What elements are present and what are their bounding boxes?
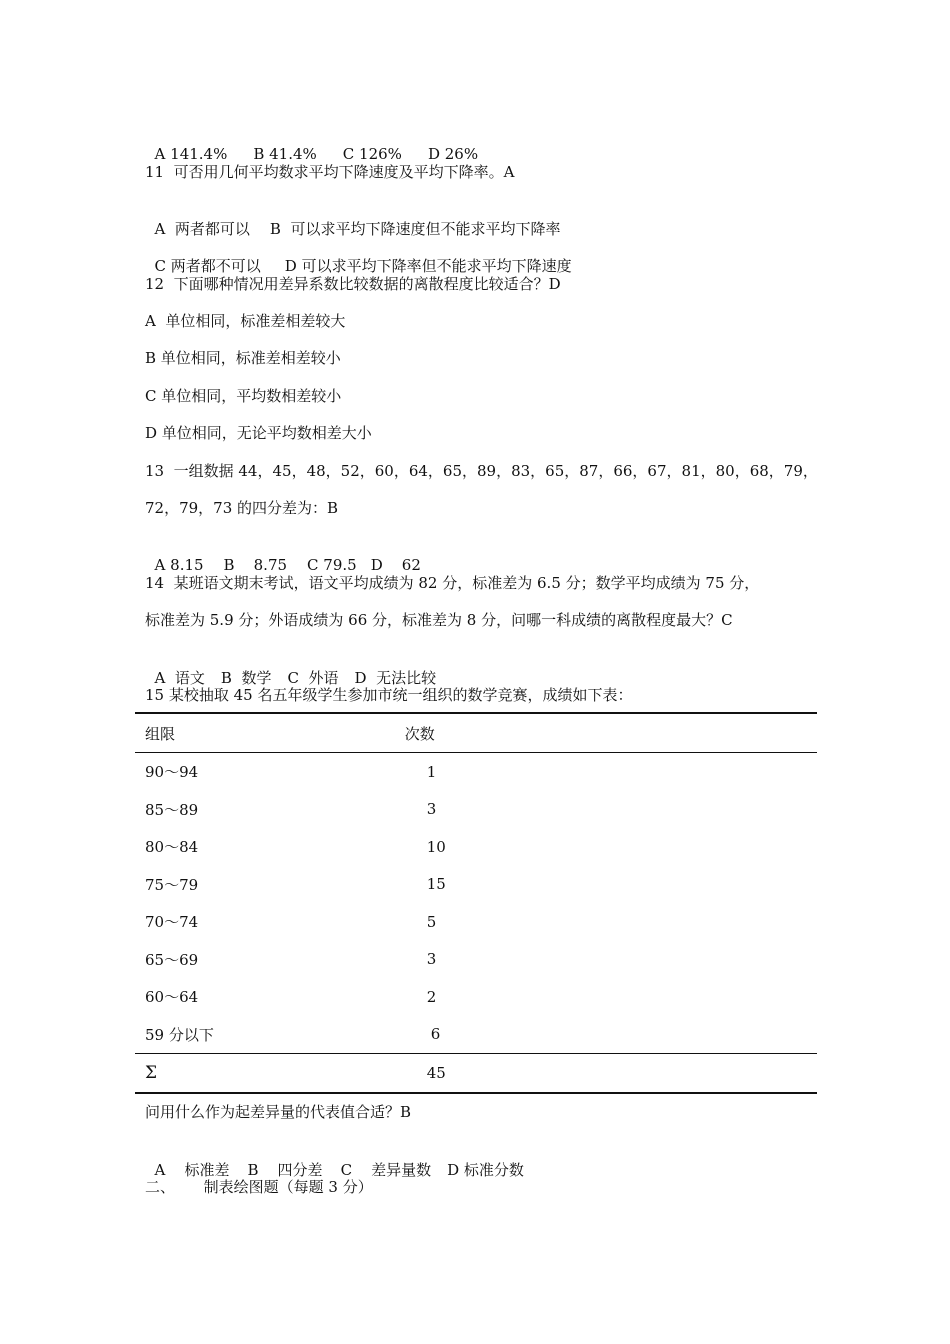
q14-options [145,648,436,688]
table-row [135,903,817,941]
q14-question-line1: 14 某班语文期末考试，语文平均成绩为 82 分，标准差为 6.5 分；数学平均成绩为 75 分， [145,574,760,592]
q12-option-a: A 单位相同，标准差相差较大 [145,312,346,330]
q13-option-a: A 8.15 [154,556,204,574]
cell-frequency: 5 [426,912,437,931]
cell-frequency: 3 [426,800,437,819]
cell-group-limit: 59 分以下 [145,1025,214,1044]
q10-options [145,124,504,164]
q10-option-b: B 41.4% [253,145,317,163]
q11-option-c: C 两者都不可以 [154,257,261,275]
q12-question: 12 下面哪种情况用差异系数比较数据的离散程度比较适合？D [145,275,561,293]
cell-frequency: 1 [426,762,437,781]
table-row [135,791,817,829]
cell-group-limit: 80～84 [145,838,199,857]
frequency-table [135,712,817,1094]
q14-option-d: D 无法比较 [354,669,437,687]
table-row [135,1016,817,1054]
cell-group-limit: 75～79 [145,875,199,894]
total-label: Σ [145,1062,158,1083]
cell-frequency: 3 [426,950,437,969]
table-row [135,866,817,904]
q15-option-c: C 差异量数 [340,1161,432,1179]
q11-options-line2 [145,236,572,276]
q11-option-a: A 两者都可以 [154,220,250,238]
q14-option-c: C 外语 [287,669,339,687]
table-row [135,753,817,791]
q13-question-line1: 13 一组数据 44，45，48，52，60，64，65，89，83，65，87，66，67，81，80，68，79， [145,462,818,480]
table-header-row [135,713,817,753]
q15-option-d: D 标准分数 [447,1161,524,1179]
cell-group-limit: 85～89 [145,800,199,819]
cell-group-limit: 90～94 [145,763,199,782]
q10-option-d: D 26% [427,145,479,163]
q10-option-c: C 126% [342,145,402,163]
q14-option-b: B 数学 [220,669,272,687]
table-total-row [135,1054,817,1093]
q10-option-a: A 141.4% [154,145,228,163]
cell-frequency: 2 [426,987,437,1006]
total-value: 45 [426,1063,446,1082]
q12-option-b: B 单位相同，标准差相差较小 [145,349,341,367]
cell-group-limit: 70～74 [145,913,199,932]
q12-option-d: D 单位相同，无论平均数相差大小 [145,424,372,442]
q15-intro: 15 某校抽取 45 名五年级学生参加市统一组织的数学竞赛，成绩如下表： [145,686,633,704]
q12-option-c: C 单位相同，平均数相差较小 [145,387,342,405]
table-row [135,978,817,1016]
cell-group-limit: 65～69 [145,950,199,969]
q13-option-b: B 8.75 [223,556,288,574]
q13-options [145,535,421,575]
q11-option-b: B 可以求平均下降速度但不能求平均下降率 [269,220,561,238]
q14-question-line2: 标准差为 5.9 分；外语成绩为 66 分，标准差为 8 分，问哪一科成绩的离散程度最大？C [145,611,733,629]
cell-frequency: 15 [426,875,446,894]
q15-option-b: B 四分差 [247,1161,323,1179]
section-heading: 二、 制表绘图题（每题 3 分） [145,1178,373,1196]
header-frequency: 次数 [404,724,435,743]
q13-option-c: C 79.5 [307,556,357,574]
table-row [135,828,817,866]
q15-option-a: A 标准差 [154,1161,230,1179]
q11-question: 11 可否用几何平均数求平均下降速度及平均下降率。A [145,163,515,181]
q15-question: 问用什么作为起差异量的代表值合适？B [145,1103,412,1121]
q13-option-d: D 62 [370,556,421,574]
q13-question-line2: 72，79，73 的四分差为：B [145,499,339,517]
q14-option-a: A 语文 [154,669,205,687]
cell-frequency: 10 [426,837,446,856]
header-group-limit: 组限 [145,724,176,743]
cell-frequency: 6 [430,1025,441,1044]
q15-options [145,1140,524,1180]
q11-options-line1 [145,199,560,239]
cell-group-limit: 60～64 [145,988,199,1007]
table-row [135,941,817,979]
q11-option-d: D 可以求平均下降率但不能求平均下降速度 [284,257,572,275]
